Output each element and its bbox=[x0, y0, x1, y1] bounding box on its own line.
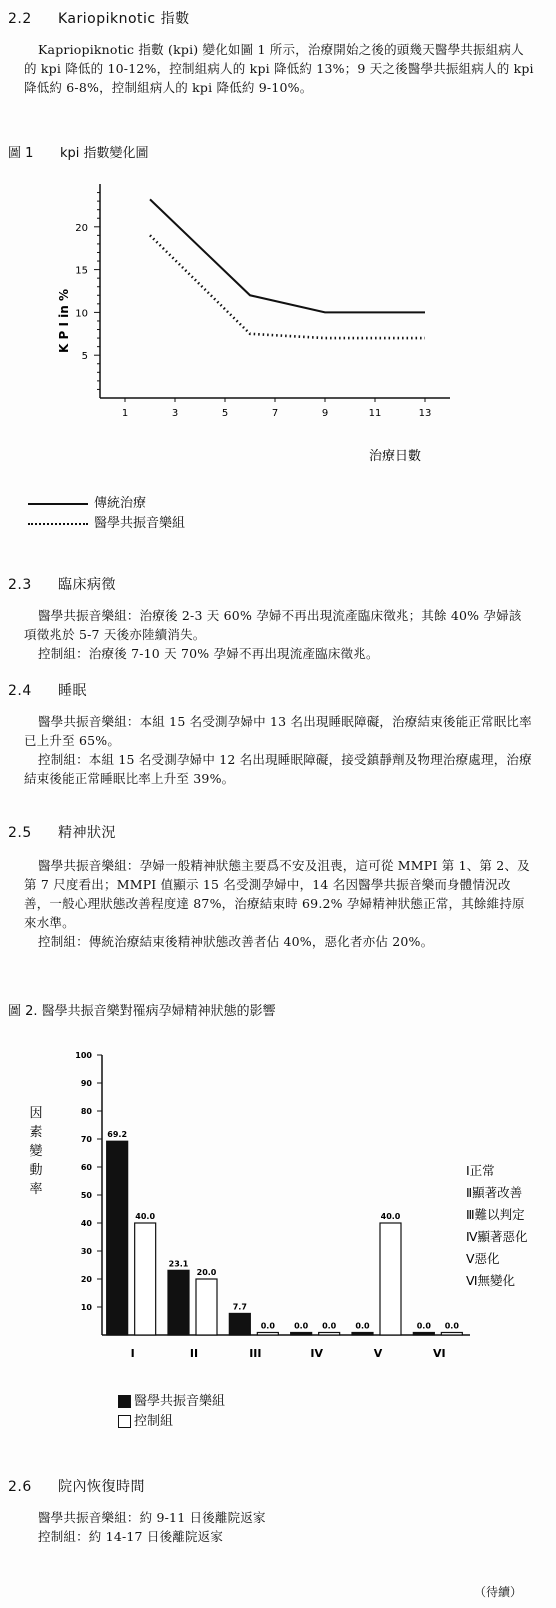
x-tick-label: 11 bbox=[368, 408, 382, 419]
section-body-2-6 bbox=[24, 1508, 534, 1546]
figure-label: 圖 1 bbox=[8, 146, 34, 161]
y-tick-label: 15 bbox=[75, 265, 88, 277]
bar-value-label: 0.0 bbox=[416, 1321, 431, 1331]
section-number: 2.4 bbox=[8, 683, 32, 699]
x-tick-label: 3 bbox=[171, 408, 179, 419]
category-legend-item: Ⅴ惡化 bbox=[466, 1251, 500, 1266]
bar-control bbox=[441, 1333, 462, 1336]
bar-value-label: 7.7 bbox=[232, 1302, 247, 1312]
y-axis-title-char: 率 bbox=[29, 1182, 43, 1197]
section-title: 精神狀況 bbox=[58, 825, 116, 841]
x-axis-title: 治療日數 bbox=[368, 449, 422, 464]
y-tick-label: 30 bbox=[80, 1247, 92, 1256]
category-legend-item: Ⅱ顯著改善 bbox=[466, 1185, 523, 1200]
category-label: V bbox=[373, 1347, 383, 1360]
mental-state-bar-chart bbox=[0, 1035, 556, 1365]
legend-label: 傳統治療 bbox=[94, 496, 147, 511]
bar-music bbox=[413, 1333, 434, 1336]
y-tick-label: 10 bbox=[75, 308, 88, 320]
bar-value-label: 0.0 bbox=[294, 1321, 309, 1331]
legend-swatch-empty bbox=[118, 1415, 131, 1428]
section-heading-2-3 bbox=[8, 574, 116, 594]
y-tick-label: 100 bbox=[75, 1051, 92, 1060]
figure-2-title: 圖 2. 醫學共振音樂對罹病孕婦精神狀態的影響 bbox=[8, 1004, 276, 1019]
section-heading-2-4 bbox=[8, 680, 87, 700]
paragraph: 醫學共振音樂組：本組 15 名受測孕婦中 13 名出現睡眠障礙，治療結束後能正常眠比率已上升至 65%。 bbox=[24, 714, 532, 748]
bar-control bbox=[196, 1279, 217, 1335]
bar-value-label: 0.0 bbox=[260, 1321, 275, 1331]
bar-value-label: 0.0 bbox=[355, 1321, 370, 1331]
bar-value-label: 0.0 bbox=[444, 1321, 459, 1331]
y-axis-title-char: 因 bbox=[29, 1106, 43, 1121]
paragraph: 控制組：治療後 7-10 天 70% 孕婦不再出現流產臨床徵兆。 bbox=[38, 646, 379, 661]
figure-1-title bbox=[8, 142, 149, 161]
category-legend-item: Ⅵ無變化 bbox=[466, 1273, 516, 1288]
y-tick-label: 20 bbox=[80, 1275, 92, 1284]
x-tick-label: 7 bbox=[271, 408, 279, 419]
category-label: IV bbox=[310, 1347, 323, 1360]
x-tick-label: 5 bbox=[221, 408, 229, 419]
bar-control bbox=[380, 1223, 401, 1335]
bar-value-label: 0.0 bbox=[322, 1321, 337, 1331]
category-label: II bbox=[189, 1347, 199, 1360]
bar-music bbox=[229, 1313, 250, 1335]
y-tick-label: 90 bbox=[80, 1079, 92, 1088]
legend-label: 控制組 bbox=[134, 1414, 174, 1429]
category-legend-item: Ⅰ正常 bbox=[466, 1163, 495, 1178]
continued-note: （待續） bbox=[473, 1585, 522, 1599]
y-tick-label: 50 bbox=[80, 1191, 92, 1200]
bar-value-label: 20.0 bbox=[196, 1268, 217, 1277]
y-axis-title-char: 變 bbox=[29, 1144, 43, 1159]
y-tick-label: 70 bbox=[80, 1135, 92, 1144]
section-body-2-3 bbox=[24, 606, 534, 663]
bar-music bbox=[168, 1270, 189, 1335]
y-tick-label: 40 bbox=[80, 1219, 92, 1228]
category-label: VI bbox=[433, 1347, 446, 1360]
legend-label: 醫學共振音樂組 bbox=[134, 1394, 226, 1409]
legend-swatch-filled bbox=[118, 1395, 131, 1408]
legend-label: 醫學共振音樂組 bbox=[94, 516, 186, 531]
y-axis-title: K P I in % bbox=[57, 289, 71, 353]
y-axis-title-char: 動 bbox=[29, 1163, 43, 1178]
x-tick-label: 9 bbox=[321, 408, 329, 419]
section-title: 院內恢復時間 bbox=[58, 1479, 145, 1495]
paragraph: 控制組：傳統治療結束後精神狀態改善者佔 40%，惡化者亦佔 20%。 bbox=[38, 934, 434, 949]
bar-music bbox=[352, 1333, 373, 1336]
bar-control bbox=[257, 1333, 278, 1336]
category-legend-item: Ⅳ顯著惡化 bbox=[466, 1229, 528, 1244]
bar-value-label: 40.0 bbox=[380, 1212, 401, 1221]
section-title: Kariopiknotic 指數 bbox=[58, 11, 190, 27]
legend-item-music-group bbox=[118, 1390, 225, 1409]
x-tick-label: 1 bbox=[121, 408, 129, 419]
section-heading-2-6 bbox=[8, 1476, 145, 1496]
category-label: I bbox=[130, 1347, 135, 1360]
bar-music bbox=[107, 1141, 128, 1335]
series-line-1 bbox=[150, 199, 425, 312]
paragraph: 醫學共振音樂組：孕婦一般精神狀態主要爲不安及沮喪，這可從 MMPI 第 1、第 2、及第 7 尺度看出；MMPI 值顯示 15 名受測孕婦中，14 名因醫學共振音樂而身體情況改善，一般心理狀態改善程度達 87%，治療結束時 69.2% 孕婦精神狀態正常，其餘維持原來水準。 bbox=[24, 858, 530, 930]
section-heading-2-2 bbox=[8, 8, 190, 28]
x-tick-label: 13 bbox=[418, 408, 432, 419]
section-heading-2-5 bbox=[8, 822, 116, 842]
bar-value-label: 40.0 bbox=[135, 1212, 156, 1221]
bar-music bbox=[291, 1333, 312, 1336]
y-tick-label: 10 bbox=[80, 1303, 92, 1312]
y-tick-label: 80 bbox=[80, 1107, 92, 1116]
legend-line-dotted bbox=[28, 523, 88, 525]
series-line-2 bbox=[150, 235, 425, 338]
paragraph: 醫學共振音樂組：約 9-11 日後離院返家 bbox=[38, 1510, 266, 1525]
legend-item-music bbox=[28, 512, 185, 531]
section-number: 2.2 bbox=[8, 11, 32, 27]
section-body-2-4 bbox=[24, 712, 534, 788]
bar-control bbox=[135, 1223, 156, 1335]
section-number: 2.5 bbox=[8, 825, 32, 841]
y-axis-title-char: 素 bbox=[29, 1125, 43, 1140]
paragraph: 控制組：本組 15 名受測孕婦中 12 名出現睡眠障礙，接受鎮靜劑及物理治療處理，治療結束後能正常睡眠比率上升至 39%。 bbox=[24, 752, 532, 786]
section-title: 睡眠 bbox=[58, 683, 87, 699]
section-number: 2.6 bbox=[8, 1479, 32, 1495]
category-legend-item: Ⅲ難以判定 bbox=[466, 1207, 525, 1222]
bar-value-label: 23.1 bbox=[168, 1259, 189, 1269]
bar-control bbox=[319, 1333, 340, 1336]
section-body-2-2 bbox=[24, 40, 534, 97]
y-tick-label: 20 bbox=[75, 222, 88, 234]
legend-line-solid bbox=[28, 503, 88, 505]
figure-caption: kpi 指數變化圖 bbox=[60, 146, 149, 161]
legend-item-traditional bbox=[28, 492, 146, 511]
y-tick-label: 60 bbox=[80, 1163, 92, 1172]
paragraph: 控制組：約 14-17 日後離院返家 bbox=[38, 1529, 224, 1544]
section-body-2-5 bbox=[24, 856, 534, 951]
y-tick-label: 5 bbox=[81, 351, 88, 363]
section-title: 臨床病徵 bbox=[58, 577, 116, 593]
bar-value-label: 69.2 bbox=[107, 1130, 128, 1140]
section-number: 2.3 bbox=[8, 577, 32, 593]
category-label: III bbox=[249, 1347, 262, 1360]
paragraph: 醫學共振音樂組：治療後 2-3 天 60% 孕婦不再出現流產臨床徵兆；其餘 40% 孕婦該項徵兆於 5-7 天後亦陸續消失。 bbox=[24, 608, 522, 642]
legend-item-control-group bbox=[118, 1410, 173, 1429]
paragraph: Kapriopiknotic 指數 (kpi) 變化如圖 1 所示，治療開始之後的頭幾天醫學共振組病人的 kpi 降低的 10-12%，控制組病人的 kpi 降低約 13%；9 天之後醫學共振組病人的 kpi 降低約 6-8%，控制組病人的 kpi 降低約 9-10%。 bbox=[24, 42, 534, 95]
